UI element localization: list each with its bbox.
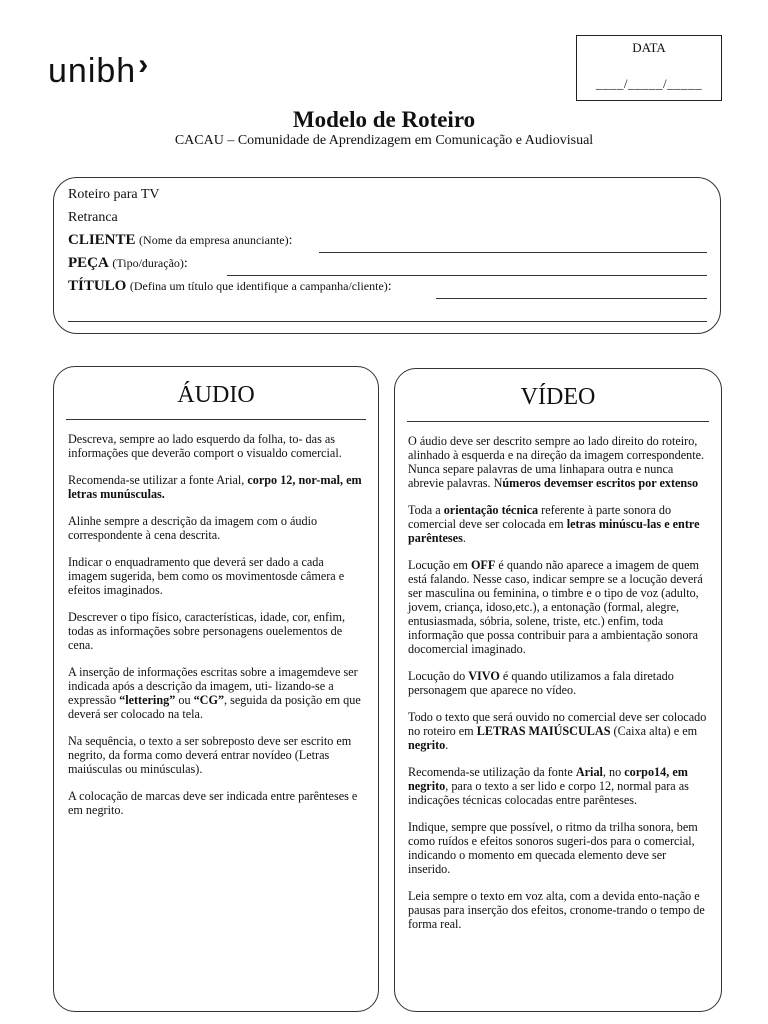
- audio-paragraph: Na sequência, o texto a ser sobreposto deve ser escrito em negrito, da forma como deverá entrar novídeo (Letras maiúsculas ou minúsculas).: [68, 734, 352, 776]
- audio-paragraph: A inserção de informações escritas sobre a imagemdeve ser indicada após a descrição da imagem, uti- lizando-se a expressão “lettering” ou “CG”, seguida da posição em que deverá ser colocado na tela.: [68, 665, 361, 721]
- video-paragraph: Locução do VIVO é quando utilizamos a fala diretado personagem que aparece no vídeo.: [408, 669, 674, 697]
- video-paragraph: Todo o texto que será ouvido no comercial deve ser colocado no roteiro em LETRAS MAIÚSCULAS (Caixa alta) e em negrito.: [408, 710, 707, 752]
- audio-paragraph: Descreva, sempre ao lado esquerdo da folha, to- das as informações que deverão comport o visualdo comercial.: [68, 432, 342, 460]
- video-panel: [394, 368, 722, 1012]
- logo-chevron-icon: ›: [138, 48, 150, 81]
- video-heading: VÍDEO: [520, 384, 596, 410]
- date-field[interactable]: ____/_____/_____: [595, 76, 703, 91]
- cliente-row: CLIENTE (Nome da empresa anunciante):: [68, 232, 293, 248]
- cliente-hint: (Nome da empresa anunciante): [139, 233, 289, 247]
- date-label: DATA: [632, 40, 666, 55]
- audio-instructions: [68, 432, 366, 830]
- logo-text: unibh: [48, 52, 137, 90]
- audio-heading-rule: [66, 419, 366, 420]
- video-paragraph: Leia sempre o texto em voz alta, com a devida ento-nação e pausas para inserção dos efeitos, cronome-trando o tempo de forma real.: [408, 889, 705, 931]
- unibh-logo: [48, 48, 150, 91]
- audio-paragraph: Descrever o tipo físico, características, idade, cor, enfim, todas as informações sobre personagens ouelementos de cena.: [68, 610, 345, 652]
- titulo-label: TÍTULO: [68, 278, 127, 294]
- audio-panel: [53, 366, 379, 1012]
- video-paragraph: O áudio deve ser descrito sempre ao lado direito do roteiro, alinhado à esquerda e na direção da imagem correspondente. Nunca separe palavras de uma linhapara outra e nunca abrevie palavras. Números devemser escritos por extenso: [408, 434, 705, 490]
- audio-heading: ÁUDIO: [177, 382, 255, 408]
- video-paragraph: Indique, sempre que possível, o ritmo da trilha sonora, bem como ruídos e efeitos sonoros sugeri-dos para o comercial, indicando o momento em quecada elemento deve ser inserido.: [408, 820, 698, 876]
- audio-paragraph: Indicar o enquadramento que deverá ser dado a cada imagem sugerida, bem como os movimentosde câmera e efeitos imaginados.: [68, 555, 345, 597]
- audio-paragraph: Recomenda-se utilizar a fonte Arial, corpo 12, nor-mal, em letras munúsculas.: [68, 473, 362, 501]
- video-instructions: [408, 434, 710, 944]
- video-paragraph: Locução em OFF é quando não aparece a imagem de quem está falando. Nesse caso, indicar sempre se a locução deverá ser masculina ou feminina, o timbre e o tipo de voz (adulto, jovem, criança, idoso,etc.), a entonação (formal, alegre, entusiasmada, sóbria, solene, triste, etc.) enfim, toda informação que possa contribuir para a ambientação sonora docomercial imaginado.: [408, 558, 703, 656]
- retranca-label: Retranca: [68, 210, 118, 225]
- cliente-field-line[interactable]: [319, 252, 707, 253]
- date-box: [576, 35, 722, 101]
- peca-field-line[interactable]: [227, 275, 707, 276]
- video-heading-rule: [407, 421, 709, 422]
- titulo-hint: (Defina um título que identifique a campanha/cliente): [129, 279, 388, 293]
- peca-row: PEÇA (Tipo/duração):: [68, 255, 188, 271]
- page-subtitle: CACAU – Comunidade de Aprendizagem em Comunicação e Audiovisual: [174, 133, 594, 148]
- cliente-label: CLIENTE: [68, 232, 136, 248]
- titulo-field-line[interactable]: [436, 298, 707, 299]
- script-info-box: [53, 177, 721, 334]
- page-title: Modelo de Roteiro: [292, 107, 476, 132]
- extra-field-line[interactable]: [68, 321, 707, 322]
- video-paragraph: Recomenda-se utilização da fonte Arial, no corpo14, em negrito, para o texto a ser lido e corpo 12, normal para as indicações técnicas colocadas entre parênteses.: [408, 765, 689, 807]
- peca-hint: (Tipo/duração): [112, 256, 184, 270]
- audio-paragraph: Alinhe sempre a descrição da imagem com o áudio correspondente à cena descrita.: [68, 514, 318, 542]
- peca-label: PEÇA: [68, 255, 109, 271]
- roteiro-label: Roteiro para TV: [68, 187, 160, 202]
- titulo-row: TÍTULO (Defina um título que identifique a campanha/cliente):: [68, 278, 392, 294]
- audio-paragraph: A colocação de marcas deve ser indicada entre parênteses e em negrito.: [68, 789, 358, 817]
- video-paragraph: Toda a orientação técnica referente à parte sonora do comercial deve ser colocada em letras minúscu-las e entre parênteses.: [408, 503, 700, 545]
